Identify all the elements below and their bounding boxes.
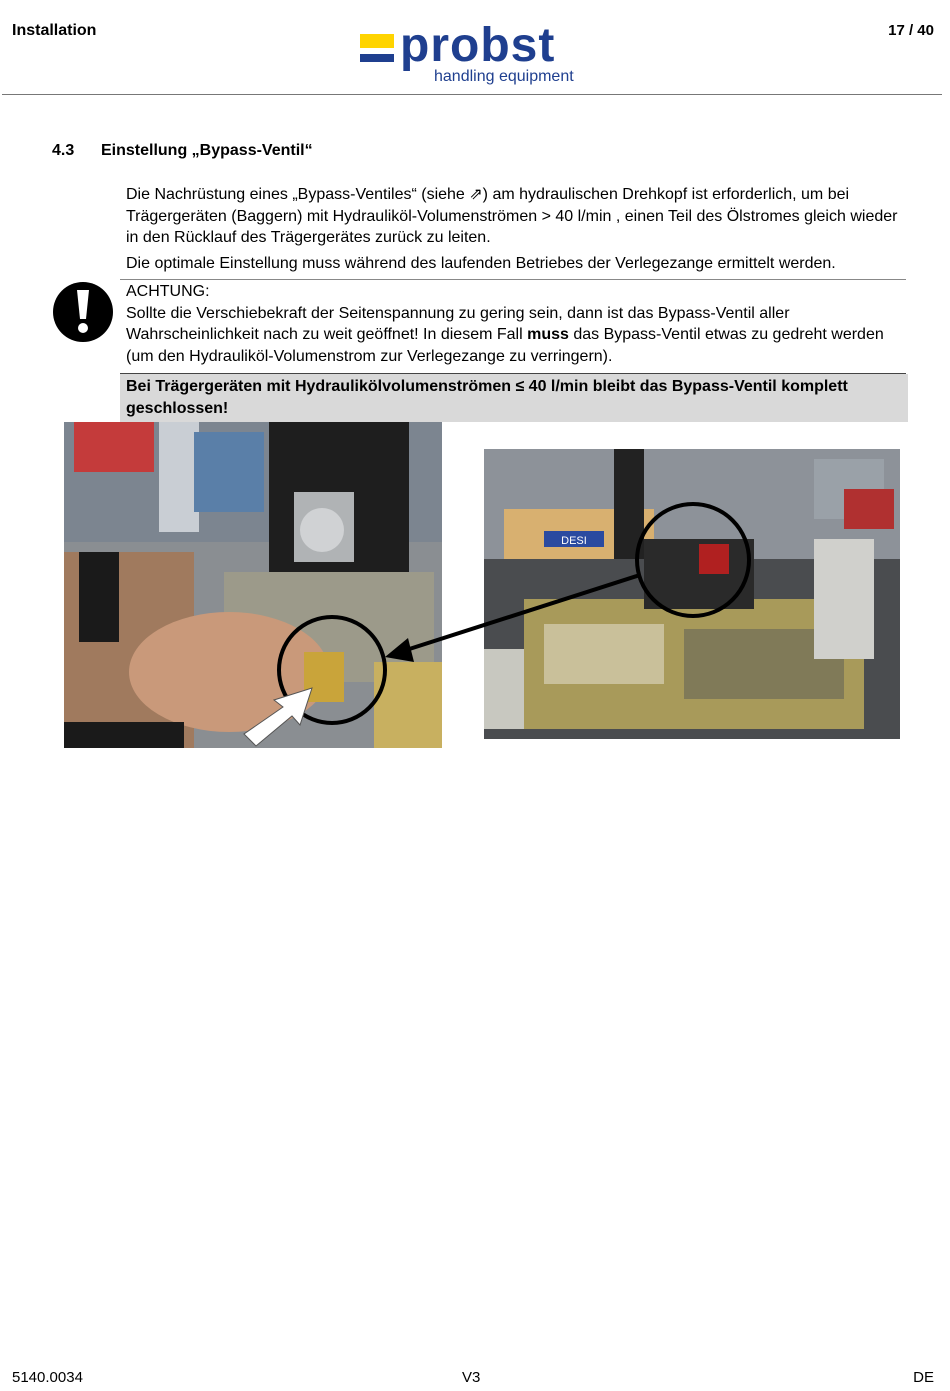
footer-language: DE [913, 1369, 934, 1386]
warning-title: ACHTUNG: [126, 283, 210, 300]
footer-doc-number: 5140.0034 [12, 1369, 83, 1386]
exclamation-warning-icon [52, 281, 114, 343]
warning-block [126, 281, 901, 367]
note-box: Bei Trägergeräten mit Hydraulikölvolumenströmen ≤ 40 l/min bleibt das Bypass-Ventil komplett geschlossen! [120, 374, 908, 422]
logo-tagline: handling equipment [434, 68, 574, 85]
page-number: 17 / 40 [888, 22, 934, 39]
header-section-name: Installation [12, 22, 97, 39]
warning-text-1: Sollte die Verschiebekraft der Seitenspannung zu gering sein, dann ist das Bypass-Ventil aller Wahrscheinlichkeit nach zu weit geöffnet! In diesem Fall [126, 304, 790, 343]
warning-text-2: das Bypass-Ventil etwas zu gedreht werden (um den Hydrauliköl-Volumenstrom zur Verlegezange zu verringern). [126, 326, 884, 365]
section-heading [52, 142, 313, 160]
warning-top-divider [120, 279, 906, 280]
crate-label: DESI [561, 535, 587, 547]
header-divider [2, 94, 942, 95]
intro-paragraph: Die Nachrüstung eines „Bypass-Ventiles“ (siehe ⇗) am hydraulischen Drehkopf ist erforderlich, um bei Trägergeräten (Baggern) mit Hydrauliköl-Volumenströmen > 40 l/min , einen Teil des Ölstromes gleich wieder in den Rücklauf des Trägergerätes zurück zu leiten. [126, 186, 898, 246]
logo-mark-icon [360, 34, 394, 64]
section-title: Einstellung „Bypass-Ventil“ [101, 142, 313, 159]
warning-text-bold: muss [527, 326, 569, 343]
probst-logo [360, 19, 590, 90]
footer-version: V3 [462, 1369, 481, 1386]
setting-paragraph: Die optimale Einstellung muss während des laufenden Betriebes der Verlegezange ermittelt werden. [126, 255, 836, 272]
section-number: 4.3 [52, 142, 75, 159]
bypass-valve-closeup-photo [64, 422, 442, 748]
logo-brand: probst [400, 19, 556, 72]
machine-overview-photo [484, 449, 900, 739]
